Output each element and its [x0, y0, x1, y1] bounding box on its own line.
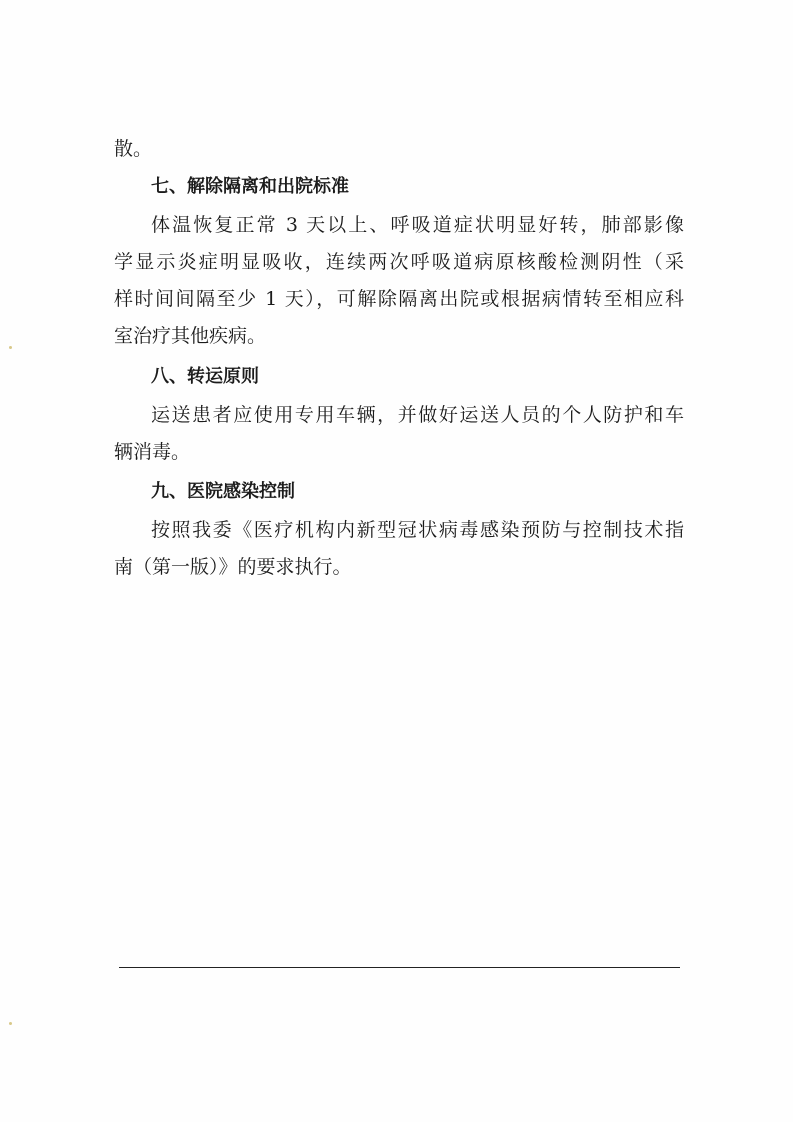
body-text-line: 室治疗其他疾病。 [114, 325, 267, 347]
body-text-line: 运送患者应使用专用车辆，并做好运送人员的个人防护和车 [151, 404, 684, 426]
body-text-line: 体温恢复正常 3 天以上、呼吸道症状明显好转，肺部影像 [151, 214, 684, 236]
body-text-line: 学显示炎症明显吸收，连续两次呼吸道病原核酸检测阴性（采 [114, 251, 684, 273]
scan-speck [9, 1022, 12, 1025]
scan-speck [9, 346, 12, 349]
body-text-line: 南（第一版）》的要求执行。 [114, 556, 352, 578]
footnote-divider [119, 967, 680, 968]
body-text-line: 散。 [114, 138, 153, 160]
body-text-line: 样时间间隔至少 1 天），可解除隔离出院或根据病情转至相应科 [114, 288, 684, 310]
section-heading-9: 九、医院感染控制 [151, 481, 295, 502]
section-heading-8: 八、转运原则 [151, 366, 259, 387]
body-text-line: 辆消毒。 [114, 441, 191, 463]
section-heading-7: 七、解除隔离和出院标准 [151, 176, 349, 197]
body-text-line: 按照我委《医疗机构内新型冠状病毒感染预防与控制技术指 [151, 519, 684, 541]
